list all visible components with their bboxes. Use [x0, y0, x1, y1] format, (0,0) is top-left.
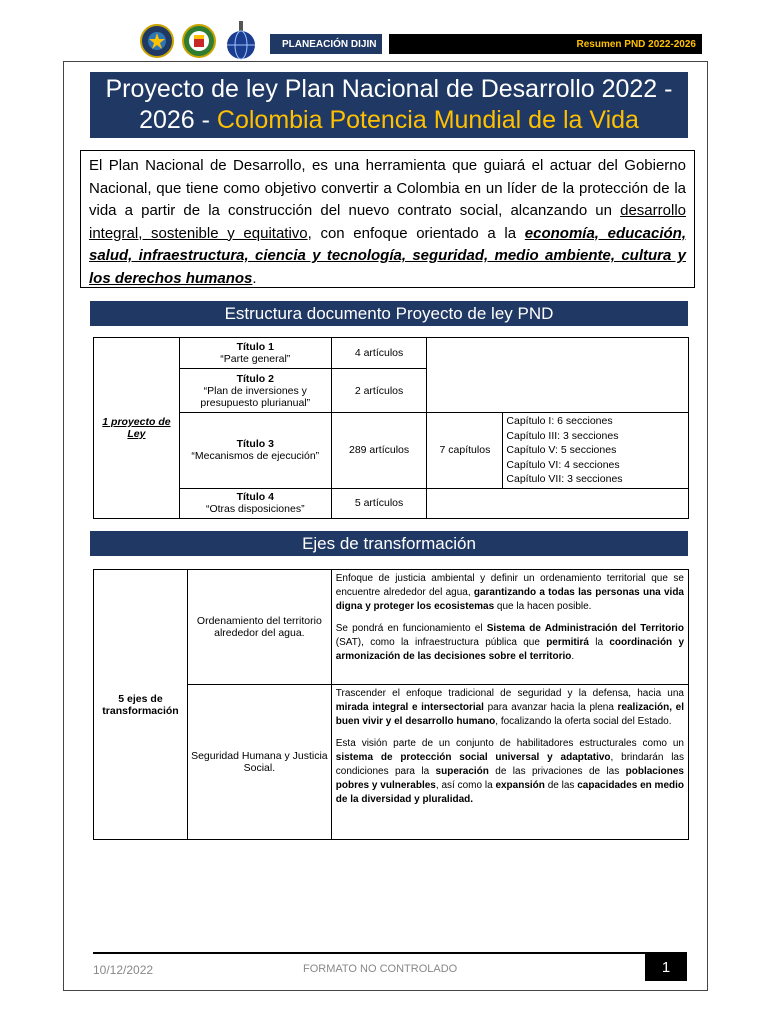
- title-year: 2026 -: [139, 106, 217, 134]
- axis-1-paragraph-2: [336, 622, 684, 664]
- axis-1-name: Ordenamiento del territorio alrededor del agua.: [187, 570, 331, 685]
- axes-heading: Ejes de transformación: [90, 531, 688, 556]
- text: de las privaciones de las: [488, 766, 626, 777]
- title-3-name: Título 3: [236, 438, 274, 451]
- text-bold: capacidades en medio de la diversidad y pluralidad.: [335, 780, 684, 805]
- text-bold: coordinación y armonización de las decisiones sobre el territorio: [335, 637, 685, 662]
- title-4-articles: 5 artículos: [331, 488, 427, 518]
- axes-row-label: [94, 570, 188, 840]
- empty-cell: [427, 338, 689, 413]
- section-item: Capítulo V: 5 secciones: [506, 444, 617, 456]
- title-line-1: Proyecto de ley Plan Nacional de Desarrollo 2022 -: [105, 75, 673, 103]
- title-2-cell: [179, 369, 331, 413]
- structure-row-label-text: 1 proyecto de Ley: [102, 415, 171, 440]
- title-3-chapters: 7 capítulos: [427, 413, 503, 489]
- axes-row-label-text: 5 ejes de transformación: [102, 692, 179, 717]
- page-number: 1: [645, 953, 687, 981]
- footer-format-label: FORMATO NO CONTROLADO: [303, 963, 458, 975]
- text-bold: superación: [435, 766, 489, 777]
- document-title: [90, 72, 688, 138]
- title-line-2: [90, 105, 688, 136]
- text: para avanzar hacia la plena: [483, 702, 618, 713]
- intro-paragraph: [80, 150, 695, 288]
- title-2-articles: 2 artículos: [331, 369, 427, 413]
- intro-text-2: , con enfoque orientado a la: [307, 224, 525, 242]
- text-bold: expansión: [495, 780, 545, 791]
- text: la: [589, 637, 610, 648]
- axis-2-name: Seguridad Humana y Justicia Social.: [187, 685, 331, 840]
- text-bold: mirada integral e intersectorial: [335, 702, 484, 713]
- text: , así como la: [435, 780, 496, 791]
- intro-underlined: desarrollo integral, sostenible y equitativo: [89, 202, 686, 242]
- text: Enfoque de justicia ambiental y definir un ordenamiento territorial que se encuentre alrededor del agua,: [335, 573, 684, 598]
- title-1-articles: 4 artículos: [331, 338, 427, 369]
- title-1-cell: [179, 338, 331, 369]
- text: .: [571, 651, 575, 662]
- text: , focalizando la oferta social del Estado.: [495, 716, 672, 727]
- section-item: Capítulo III: 3 secciones: [506, 429, 619, 442]
- title-3-desc: “Mecanismos de ejecución”: [191, 450, 320, 463]
- title-4-desc: “Otras disposiciones”: [205, 503, 305, 515]
- footer-divider: [93, 952, 687, 954]
- empty-cell: [427, 488, 689, 518]
- text-bold: poblaciones pobres y vulnerables: [335, 766, 684, 791]
- text-bold: permitirá: [546, 637, 589, 648]
- axis-1-description: [331, 570, 688, 685]
- title-3-sections: [503, 413, 689, 489]
- text: Trascender el enfoque tradicional de seguridad y la defensa, hacia una: [335, 688, 684, 699]
- national-police-shield-icon: [140, 24, 174, 58]
- axes-table: [93, 569, 689, 840]
- title-4-cell: [179, 488, 331, 518]
- axis-1-paragraph-1: [336, 572, 684, 614]
- interpol-globe-icon: [224, 24, 258, 58]
- axis-2-description: [331, 685, 688, 840]
- intro-end: .: [252, 269, 257, 287]
- header-logos: [140, 18, 258, 64]
- text: que la hacen posible.: [494, 601, 592, 612]
- police-crest-icon: [182, 24, 216, 58]
- title-3-cell: [179, 413, 331, 489]
- section-item: Capítulo I: 6 secciones: [506, 415, 613, 427]
- structure-row-label: [94, 338, 180, 519]
- title-4-name: Título 4: [236, 491, 274, 503]
- section-item: Capítulo VII: 3 secciones: [506, 473, 623, 485]
- structure-heading: Estructura documento Proyecto de ley PND: [90, 301, 688, 326]
- section-item: Capítulo VI: 4 secciones: [506, 458, 620, 471]
- title-2-name: Título 2: [236, 372, 274, 385]
- structure-table: [93, 337, 689, 519]
- intro-emphasis: economía, educación, salud, infraestructura, ciencia y tecnología, seguridad, medio ambiente, cultura y los derechos humanos: [89, 224, 686, 287]
- title-3-articles: 289 artículos: [331, 413, 427, 489]
- title-slogan: Colombia Potencia Mundial de la Vida: [216, 106, 639, 134]
- text: de las: [544, 780, 578, 791]
- intro-text-1: El Plan Nacional de Desarrollo, es una herramienta que guiará el actuar del Gobierno Nacional, que tiene como objetivo convertir a Colombia en un líder de la protección de la vida a partir de la construcción del nuevo contrato social, alcanzando un: [89, 157, 686, 219]
- header-document-label: Resumen PND 2022-2026: [389, 34, 702, 54]
- text-bold: realización, el buen vivir y el desarrollo humano: [335, 702, 684, 727]
- text-bold: sistema de protección social universal y adaptativo: [335, 752, 611, 763]
- footer-date: 10/12/2022: [93, 963, 154, 977]
- text: Se pondrá en funcionamiento el: [335, 623, 487, 634]
- text: Esta visión parte de un conjunto de habilitadores estructurales como un: [335, 738, 684, 749]
- text: (SAT), como la infraestructura pública que: [335, 637, 547, 648]
- axis-2-paragraph-1: [336, 687, 684, 729]
- title-1-name: Título 1: [236, 341, 274, 353]
- text: , brindarán las condiciones para la: [335, 752, 684, 777]
- axis-2-paragraph-2: [336, 737, 684, 807]
- text-bold: garantizando a todas las personas una vida digna y proteger los ecosistemas: [335, 587, 684, 612]
- title-2-desc: “Plan de inversiones y presupuesto plurianual”: [200, 384, 311, 409]
- text-bold: Sistema de Administración del Territorio: [486, 623, 684, 634]
- title-1-desc: “Parte general”: [220, 353, 291, 365]
- header-section-label: PLANEACIÓN DIJIN: [270, 34, 382, 54]
